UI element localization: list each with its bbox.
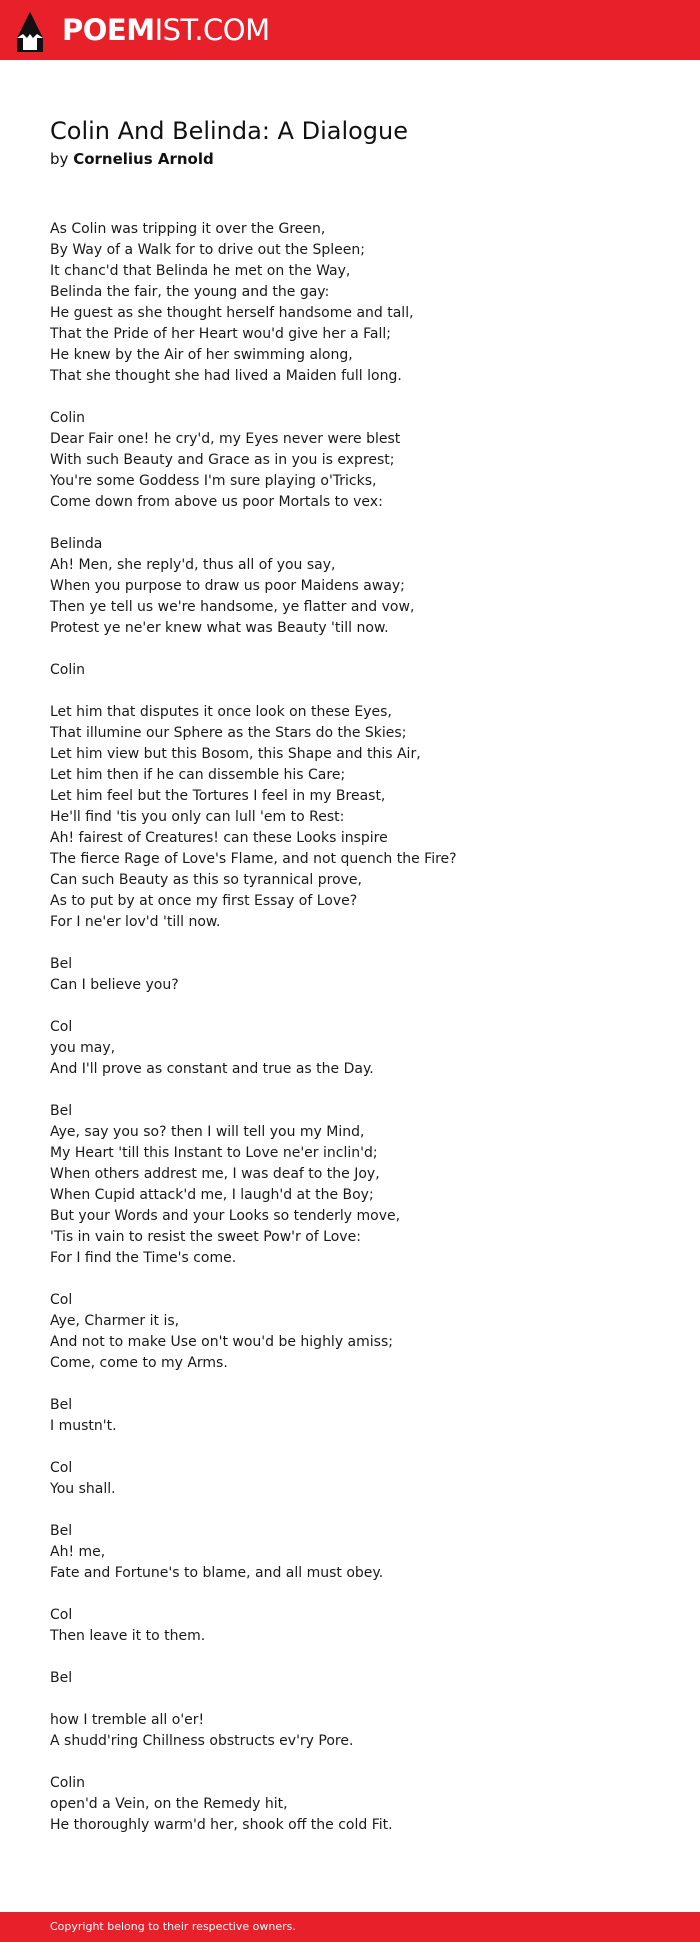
brand-bold: POEM bbox=[62, 13, 155, 47]
poem-line: how I tremble all o'er! bbox=[50, 1712, 205, 1728]
poem-line: Ah! fairest of Creatures! can these Looks inspire bbox=[50, 830, 388, 846]
poem-line: Let him then if he can dissemble his Care; bbox=[50, 767, 346, 783]
poem-line: That she thought she had lived a Maiden full long. bbox=[50, 368, 402, 384]
poem-stanza bbox=[50, 1017, 670, 1080]
poem-line: Col bbox=[50, 1607, 73, 1623]
poem-line: You shall. bbox=[50, 1481, 116, 1497]
poem-stanza bbox=[50, 702, 670, 933]
pencil-tip-icon[interactable] bbox=[17, 12, 43, 52]
poem-line: Let him that disputes it once look on these Eyes, bbox=[50, 704, 392, 720]
site-footer bbox=[0, 1912, 700, 1942]
poem-stanza bbox=[50, 1458, 670, 1500]
poem-body bbox=[50, 219, 670, 1857]
poem-stanza bbox=[50, 219, 670, 387]
poem-line: Can such Beauty as this so tyrannical prove, bbox=[50, 872, 362, 888]
site-logo[interactable] bbox=[62, 13, 270, 47]
poem-stanza bbox=[50, 660, 670, 681]
poem-line: Let him view but this Bosom, this Shape and this Air, bbox=[50, 746, 421, 762]
poem-line: I mustn't. bbox=[50, 1418, 117, 1434]
poem-line: But your Words and your Looks so tenderly move, bbox=[50, 1208, 401, 1224]
poem-stanza bbox=[50, 1668, 670, 1689]
poem-line: Dear Fair one! he cry'd, my Eyes never were blest bbox=[50, 431, 401, 447]
poem-line: Fate and Fortune's to blame, and all must obey. bbox=[50, 1565, 384, 1581]
poem-line: A shudd'ring Chillness obstructs ev'ry Pore. bbox=[50, 1733, 354, 1749]
poem-line: Protest ye ne'er knew what was Beauty 'till now. bbox=[50, 620, 389, 636]
poem-line: Then ye tell us we're handsome, ye flatter and vow, bbox=[50, 599, 415, 615]
poem-line: Bel bbox=[50, 1523, 73, 1539]
poem-line: When you purpose to draw us poor Maidens away; bbox=[50, 578, 405, 594]
poem-line: Come, come to my Arms. bbox=[50, 1355, 228, 1371]
poem-line: open'd a Vein, on the Remedy hit, bbox=[50, 1796, 288, 1812]
poem-line: By Way of a Walk for to drive out the Spleen; bbox=[50, 242, 365, 258]
poem-line: Col bbox=[50, 1292, 73, 1308]
byline bbox=[50, 148, 214, 170]
copyright-text: Copyright belong to their respective owners. bbox=[50, 1920, 296, 1933]
poem-stanza bbox=[50, 1290, 670, 1374]
poem-line: He'll find 'tis you only can lull 'em to Rest: bbox=[50, 809, 345, 825]
by-label: by bbox=[50, 150, 69, 168]
poem-title: Colin And Belinda: A Dialogue bbox=[50, 117, 409, 145]
poem-line: Bel bbox=[50, 1670, 73, 1686]
poem-stanza bbox=[50, 408, 670, 513]
site-header bbox=[0, 0, 700, 60]
poem-line: 'Tis in vain to resist the sweet Pow'r of Love: bbox=[50, 1229, 361, 1245]
poem-line: The fierce Rage of Love's Flame, and not quench the Fire? bbox=[50, 851, 457, 867]
poem-line: Let him feel but the Tortures I feel in my Breast, bbox=[50, 788, 386, 804]
poem-line: Bel bbox=[50, 956, 73, 972]
poem-line: And I'll prove as constant and true as the Day. bbox=[50, 1061, 374, 1077]
poem-stanza bbox=[50, 954, 670, 996]
poem-line: Ah! Men, she reply'd, thus all of you say, bbox=[50, 557, 336, 573]
poem-line: And not to make Use on't wou'd be highly amiss; bbox=[50, 1334, 393, 1350]
poem-stanza bbox=[50, 1605, 670, 1647]
poem-line: Belinda the fair, the young and the gay: bbox=[50, 284, 330, 300]
poem-line: He guest as she thought herself handsome and tall, bbox=[50, 305, 414, 321]
poem-line: It chanc'd that Belinda he met on the Way, bbox=[50, 263, 351, 279]
poem-line: Then leave it to them. bbox=[50, 1628, 206, 1644]
poem-line: As to put by at once my first Essay of Love? bbox=[50, 893, 358, 909]
poem-line: For I find the Time's come. bbox=[50, 1250, 237, 1266]
poem-line: Col bbox=[50, 1460, 73, 1476]
poem-stanza bbox=[50, 1710, 670, 1752]
poem-line: Colin bbox=[50, 410, 85, 426]
poem-line: you may, bbox=[50, 1040, 116, 1056]
author-name[interactable]: Cornelius Arnold bbox=[73, 150, 214, 168]
poem-line: Belinda bbox=[50, 536, 103, 552]
poem-line: For I ne'er lov'd 'till now. bbox=[50, 914, 221, 930]
poem-line: My Heart 'till this Instant to Love ne'er inclin'd; bbox=[50, 1145, 378, 1161]
poem-line: That illumine our Sphere as the Stars do the Skies; bbox=[50, 725, 407, 741]
poem-line: Come down from above us poor Mortals to vex: bbox=[50, 494, 383, 510]
poem-line: Bel bbox=[50, 1397, 73, 1413]
poem-line: He knew by the Air of her swimming along, bbox=[50, 347, 353, 363]
poem-stanza bbox=[50, 1395, 670, 1437]
poem-line: Bel bbox=[50, 1103, 73, 1119]
poem-line: With such Beauty and Grace as in you is exprest; bbox=[50, 452, 395, 468]
poem-line: When others addrest me, I was deaf to the Joy, bbox=[50, 1166, 380, 1182]
poem-line: He thoroughly warm'd her, shook off the cold Fit. bbox=[50, 1817, 393, 1833]
poem-line: Colin bbox=[50, 662, 85, 678]
poem-stanza bbox=[50, 1773, 670, 1836]
brand-light: IST.COM bbox=[154, 13, 270, 47]
poem-line: Colin bbox=[50, 1775, 85, 1791]
poem-stanza bbox=[50, 1101, 670, 1269]
poem-line: Aye, say you so? then I will tell you my Mind, bbox=[50, 1124, 365, 1140]
poem-line: Can I believe you? bbox=[50, 977, 179, 993]
poem-line: That the Pride of her Heart wou'd give her a Fall; bbox=[50, 326, 391, 342]
poem-line: When Cupid attack'd me, I laugh'd at the Boy; bbox=[50, 1187, 374, 1203]
poem-line: You're some Goddess I'm sure playing o'Tricks, bbox=[50, 473, 377, 489]
poem-line: As Colin was tripping it over the Green, bbox=[50, 221, 326, 237]
poem-stanza bbox=[50, 1521, 670, 1584]
poem-line: Ah! me, bbox=[50, 1544, 106, 1560]
poem-line: Col bbox=[50, 1019, 73, 1035]
poem-stanza bbox=[50, 534, 670, 639]
poem-line: Aye, Charmer it is, bbox=[50, 1313, 180, 1329]
